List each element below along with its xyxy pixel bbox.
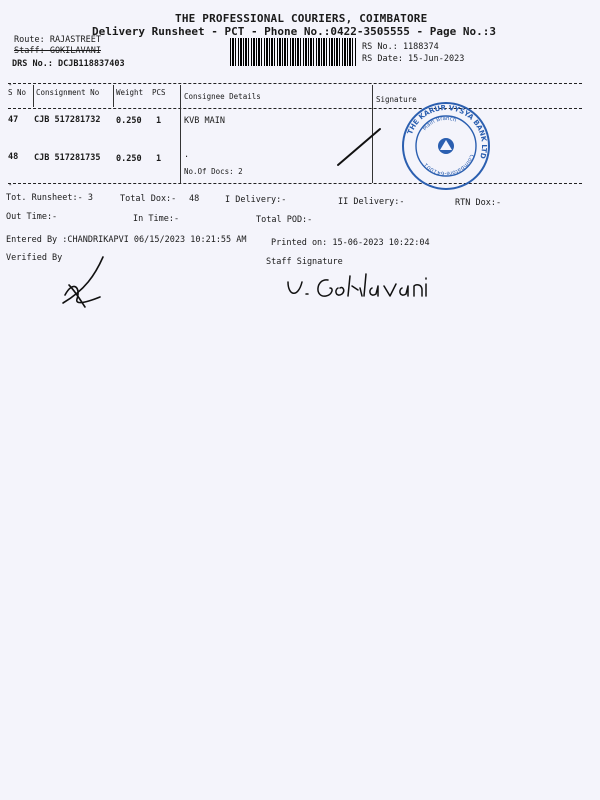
table-top-rule: [8, 83, 582, 84]
col-sep: [180, 85, 181, 183]
staff-signature-label: Staff Signature: [266, 257, 343, 267]
out-time: Out Time:-: [6, 212, 58, 222]
col-header-consignment: Consignment No: [36, 88, 100, 97]
entered-by: Entered By :CHANDRIKAPVI 06/15/2023 10:21:55 AM: [6, 235, 247, 245]
row-consignee: .: [184, 150, 190, 160]
barcode: [230, 38, 356, 66]
runsheet-heading: Delivery Runsheet - PCT - Phone No.:0422-3505555 - Page No.:3: [92, 25, 496, 38]
stamp-bank-name: THE KARUR VYSYA BANK LTD: [406, 103, 489, 160]
col-header-signature: Signature: [376, 95, 417, 104]
printed-on: Printed on: 15-06-2023 10:22:04: [271, 238, 430, 248]
bank-stamp: [400, 100, 492, 192]
verified-signature: [55, 255, 110, 310]
row-pcs: 1: [156, 154, 162, 164]
tot-runsheet: Tot. Runsheet:- 3: [6, 193, 93, 203]
rs-date: RS Date: 15-Jun-2023: [362, 54, 465, 64]
total-dox-label: Total Dox:-: [120, 194, 177, 204]
row-doc-count: No.Of Docs: 2: [184, 167, 243, 176]
row-weight: 0.250: [116, 116, 142, 126]
row-consignee: KVB MAIN: [184, 116, 225, 126]
row-pcs: 1: [156, 116, 162, 126]
total-dox-value: 48: [189, 194, 200, 204]
row-sno: 47: [8, 115, 19, 125]
col-header-sno: S No: [8, 88, 27, 97]
signature-stroke: [335, 125, 385, 170]
rs-number: RS No.: 1188374: [362, 42, 439, 52]
company-title: THE PROFESSIONAL COURIERS, COIMBATORE: [175, 12, 428, 25]
dash-mark-bottom: -: [8, 180, 13, 189]
col-header-pcs: PCS: [152, 88, 166, 97]
stamp-branch: Main Branch: [421, 115, 458, 132]
route-label: Route: RAJASTREET: [14, 35, 101, 45]
ii-delivery: II Delivery:-: [338, 197, 405, 207]
col-header-weight: Weight: [116, 88, 144, 97]
row-consignment: CJB 517281732: [34, 115, 101, 125]
col-sep: [33, 85, 34, 107]
row-weight: 0.250: [116, 154, 142, 164]
total-pod: Total POD:-: [256, 215, 313, 225]
col-header-consignee: Consignee Details: [184, 92, 261, 101]
table-bottom-rule: [8, 183, 582, 184]
row-consignment: CJB 517281735: [34, 153, 101, 163]
staff-handwritten-signature: [280, 268, 460, 308]
in-time: In Time:-: [133, 214, 180, 224]
row-sno: 48: [8, 152, 19, 162]
table-header-rule: [8, 108, 582, 109]
stamp-city: Coimbatore-641001: [423, 153, 475, 177]
staff-label: Staff: GOKILAVANI: [14, 46, 101, 56]
col-sep: [113, 85, 114, 107]
svg-text:Main Branch: [422, 116, 458, 132]
drs-number: DRS No.: DCJB118837403: [12, 59, 125, 69]
verified-by-label: Verified By: [6, 253, 63, 263]
dash-mark: -: [8, 80, 13, 89]
i-delivery: I Delivery:-: [225, 195, 287, 205]
rtn-dox: RTN Dox:-: [455, 198, 502, 208]
